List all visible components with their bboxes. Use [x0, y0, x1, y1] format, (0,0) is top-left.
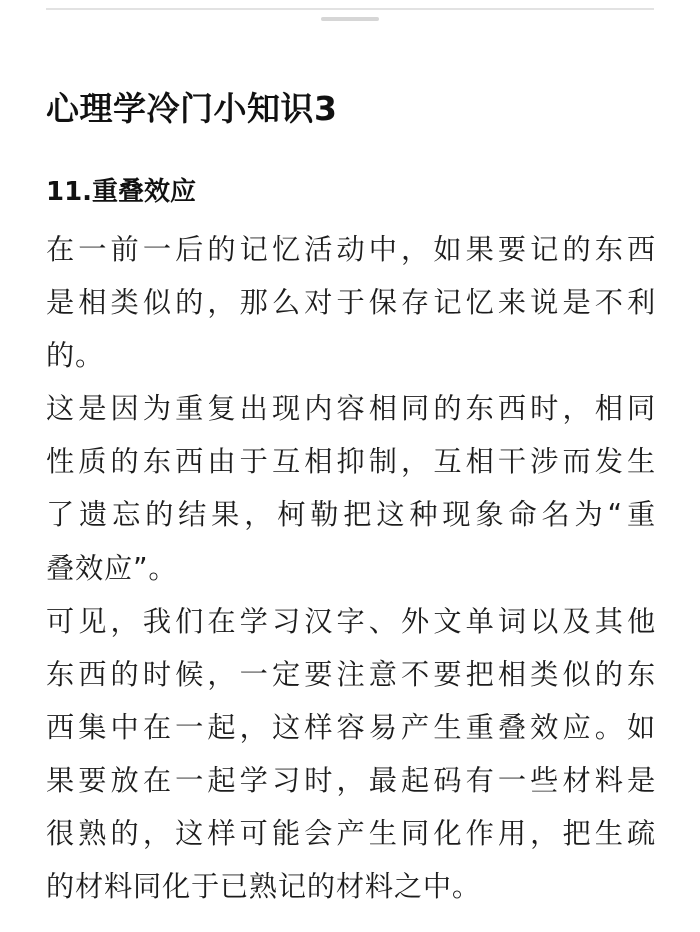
text-line: 可见，我们在学习汉字、外文单词以及其他: [46, 604, 656, 638]
text-line: 在一前一后的记忆活动中，如果要记的东西: [46, 233, 656, 266]
text-line: 东西的时候，一定要注意不要把相类似的东: [46, 657, 656, 691]
text-line: 是相类似的，那么对于保存记忆来说是不利: [46, 286, 656, 320]
page-title: 心理学冷门小知识3: [46, 89, 338, 128]
text-line: 西集中在一起，这样容易产生重叠效应。如: [46, 710, 656, 744]
section-heading: 11.重叠效应: [46, 177, 197, 207]
text-line: 了遗忘的结果，柯勒把这种现象命名为“重: [46, 498, 656, 532]
text-line: 叠效应”。: [46, 551, 178, 585]
text-line: 的。: [46, 339, 104, 373]
article-body: [46, 228, 656, 918]
text-line: 果要放在一起学习时，最起码有一些材料是: [46, 763, 656, 797]
text-line: 性质的东西由于互相抑制，互相干涉而发生: [46, 445, 656, 479]
text-line: 很熟的，这样可能会产生同化作用，把生疏: [46, 817, 656, 851]
text-line: 的材料同化于已熟记的材料之中。: [46, 870, 481, 904]
top-divider: [46, 8, 654, 10]
text-line: 这是因为重复出现内容相同的东西时，相同: [46, 392, 656, 426]
drag-handle[interactable]: [321, 17, 379, 21]
